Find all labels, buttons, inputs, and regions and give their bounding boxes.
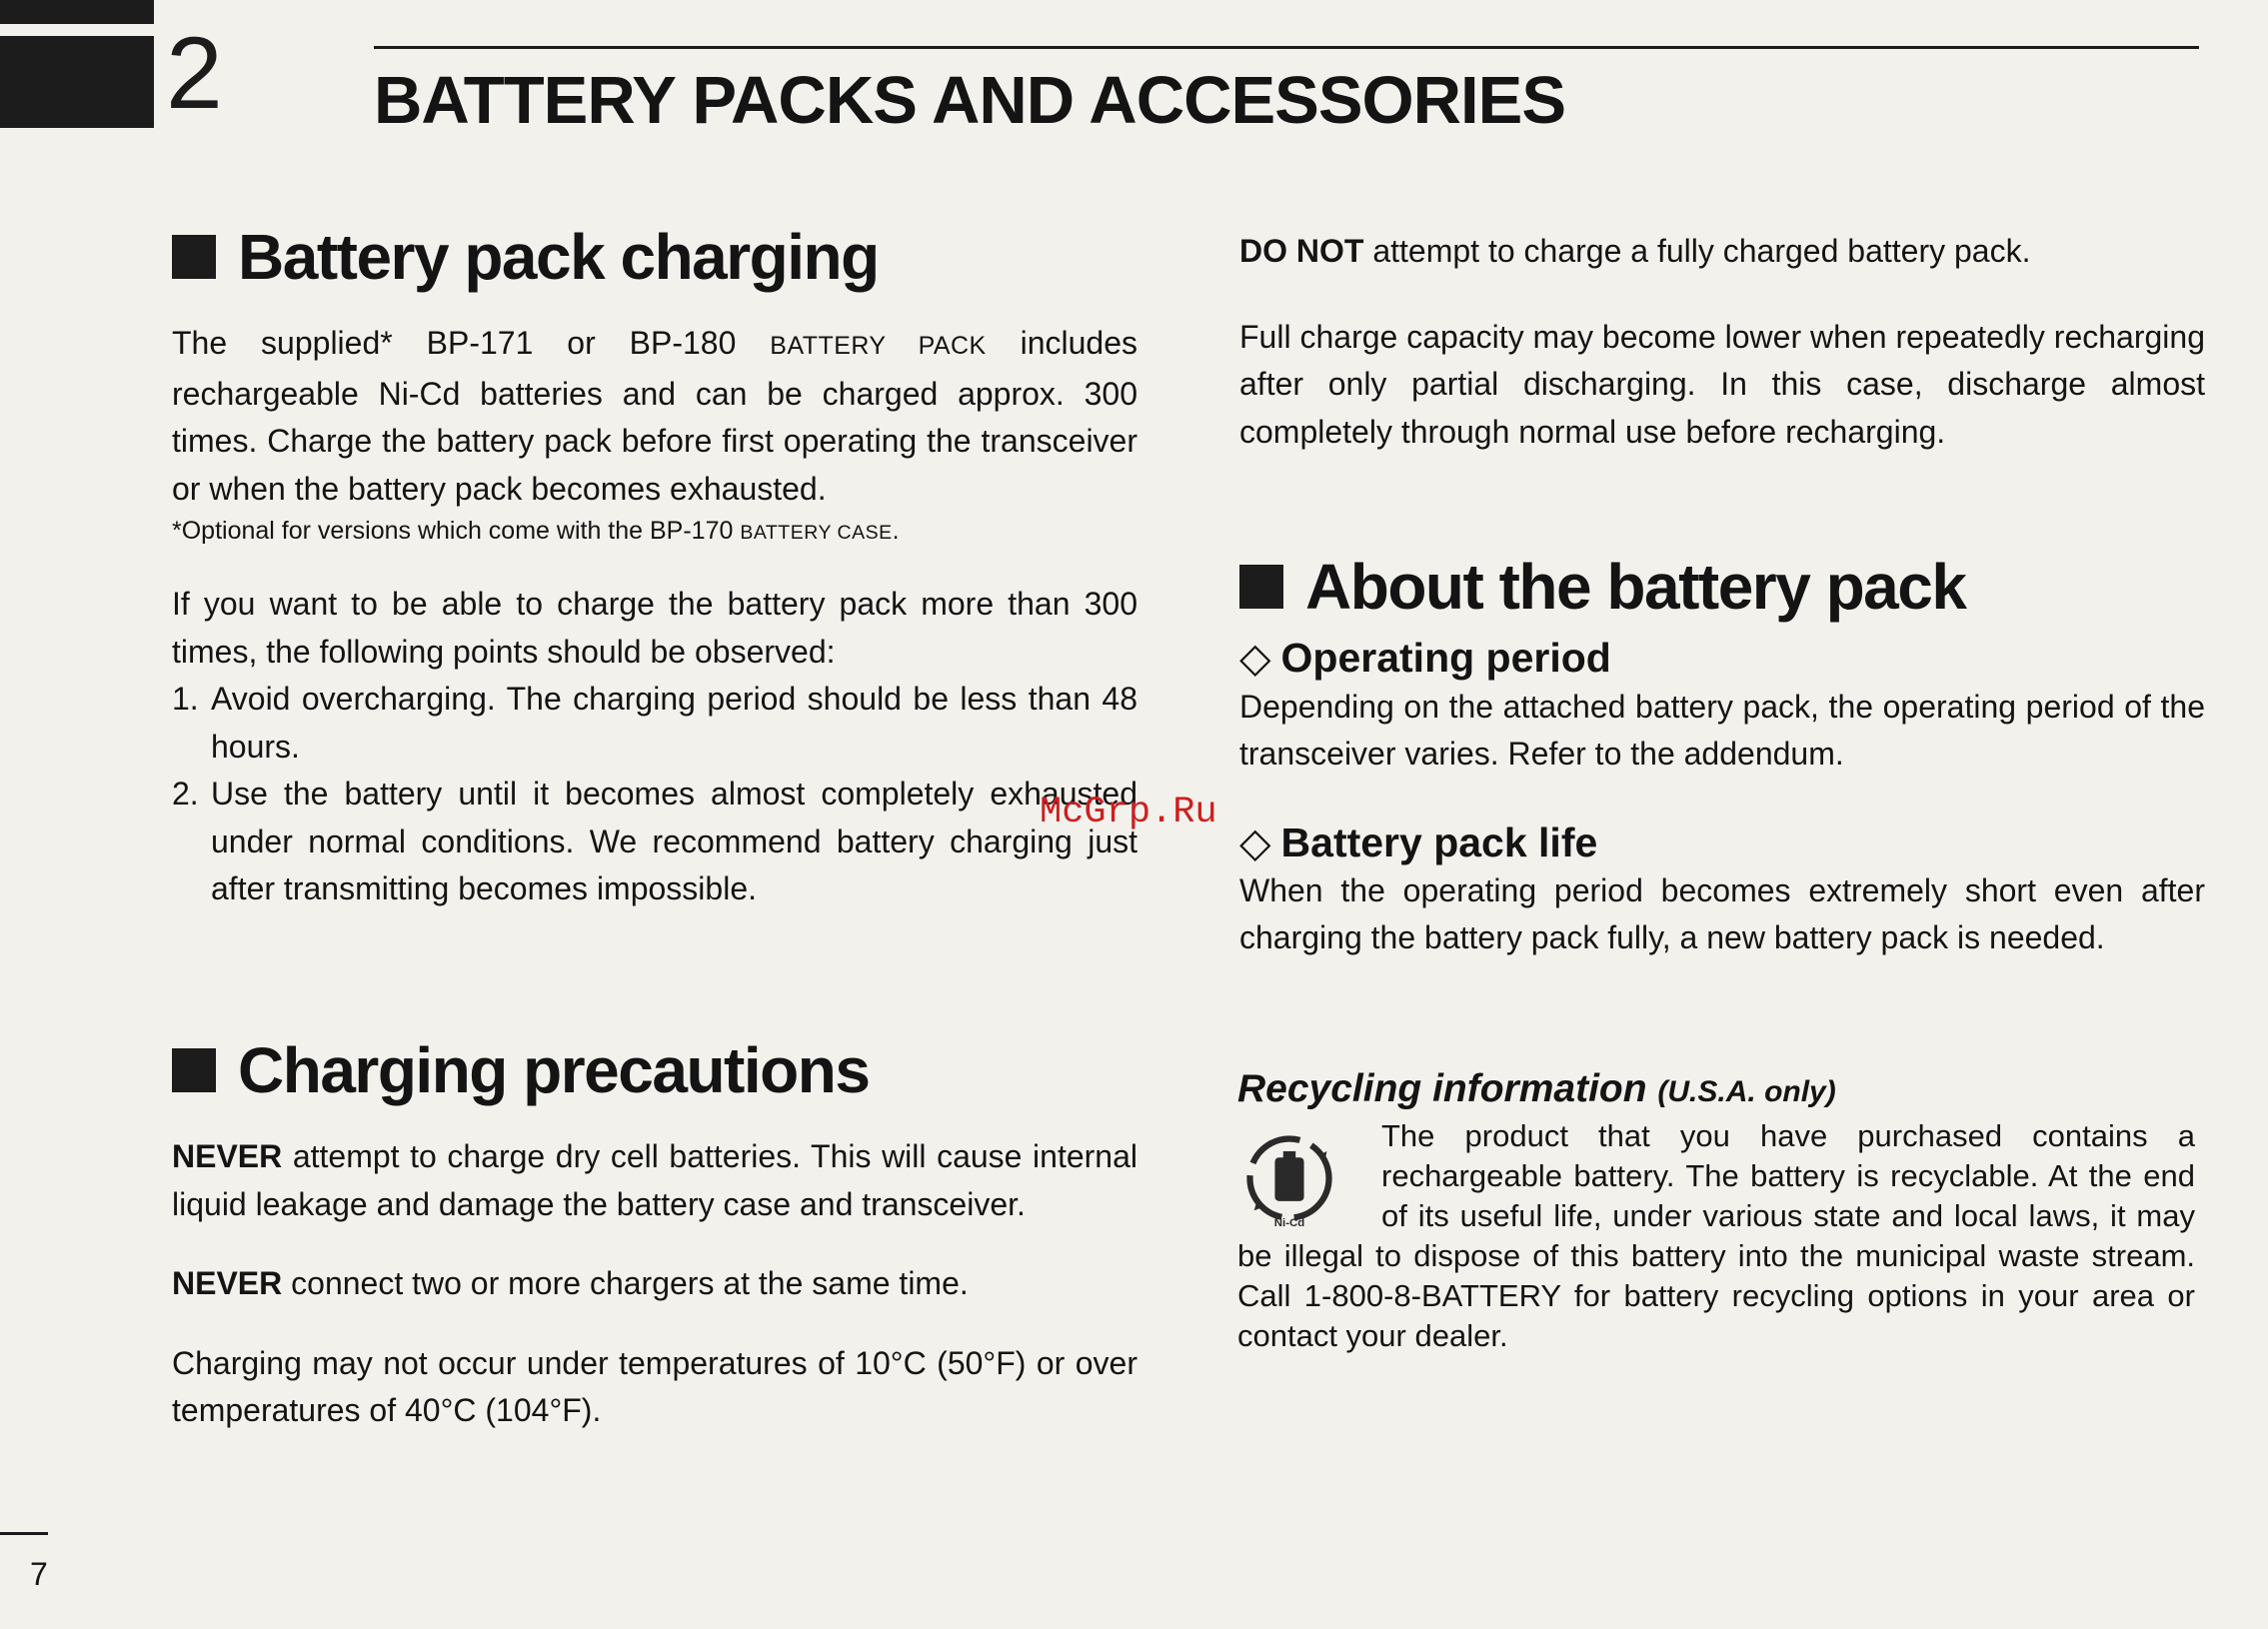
recycling-text-block: Ni-Cd The product that you have purchased contains a rechargeable battery. The battery is recyclable. At the end of its useful life, under various state and local laws, it may be illegal to dispose of this battery into the municipal waste stream. Call 1-800-8-BATTERY for battery recycling options in your area or contact your dealer. bbox=[1237, 1117, 2195, 1353]
square-bullet-icon bbox=[172, 1048, 216, 1092]
subheading-battery-pack-life: ◇ Battery pack life bbox=[1239, 818, 1598, 865]
list-item: 2. Use the battery until it becomes almost completely exhausted under normal conditions. We recommend battery charging just after transmitting becomes impossible. bbox=[172, 776, 1137, 907]
subheading-operating-period: ◇ Operating period bbox=[1239, 635, 1611, 682]
capacity-paragraph: Full charge capacity may become lower when repeatedly recharging after only partial discharging. In this case, discharge almost completely through normal use before recharging. bbox=[1239, 318, 2205, 450]
page-number: 7 bbox=[30, 1556, 48, 1592]
watermark-text: McGrp.Ru bbox=[1040, 792, 1217, 833]
chapter-tab-block bbox=[0, 0, 154, 24]
square-bullet-icon bbox=[172, 235, 216, 279]
nicd-label: Ni-Cd bbox=[1273, 1216, 1305, 1229]
section-heading-battery-pack-charging: Battery pack charging bbox=[172, 222, 1137, 292]
section-heading-charging-precautions: Charging precautions bbox=[172, 1035, 1137, 1105]
chapter-title: BATTERY PACKS AND ACCESSORIES bbox=[374, 63, 1566, 138]
diamond-icon: ◇ bbox=[1239, 635, 1271, 682]
footer-rule bbox=[0, 1532, 48, 1535]
section-heading-about-battery-pack: About the battery pack bbox=[1239, 552, 2205, 622]
diamond-icon: ◇ bbox=[1239, 818, 1271, 865]
operating-period-text: Depending on the attached battery pack, the operating period of the transceiver varies. Refer to the addendum. bbox=[1239, 688, 2205, 773]
battery-life-text: When the operating period becomes extremely short even after charging the battery pack fully, a new battery pack is needed. bbox=[1239, 871, 2205, 956]
chapter-number: 2 bbox=[166, 16, 223, 130]
charging-paragraph: The supplied* BP-171 or BP-180 BATTERY PACK includes rechargeable Ni-Cd batteries and can be charged approx. 300 times. Charge the battery pack before first operating the transceiver or when the battery pack becomes exhausted. bbox=[172, 325, 1138, 507]
charging-points-list bbox=[172, 676, 1137, 913]
chapter-tab-block bbox=[0, 36, 154, 128]
precaution-chargers: NEVER connect two or more chargers at the same time. bbox=[172, 1265, 969, 1302]
left-column-charging bbox=[172, 222, 1137, 913]
precaution-dry-cell: NEVER attempt to charge dry cell batteries. This will cause internal liquid leakage and damage the battery case and transceiver. bbox=[172, 1138, 1137, 1222]
about-battery-pack-section bbox=[1239, 552, 2205, 962]
recycling-title: Recycling information (U.S.A. only) bbox=[1237, 1067, 1836, 1110]
left-column-precautions bbox=[172, 1035, 1137, 1435]
header-rule bbox=[374, 46, 2199, 49]
do-not-paragraph: DO NOT attempt to charge a fully charged battery pack. bbox=[1239, 233, 2031, 269]
optional-footnote: *Optional for versions which come with the BP-170 BATTERY CASE. bbox=[172, 517, 900, 546]
right-column bbox=[1239, 228, 2205, 456]
list-item: 1. Avoid overcharging. The charging period should be less than 48 hours. bbox=[172, 681, 1137, 765]
square-bullet-icon bbox=[1239, 565, 1283, 609]
charging-observe-paragraph: If you want to be able to charge the battery pack more than 300 times, the following points should be observed: bbox=[172, 586, 1137, 670]
recycling-section bbox=[1237, 1065, 2195, 1356]
precaution-temperature: Charging may not occur under temperatures of 10°C (50°F) or over temperatures of 40°C (104°F). bbox=[172, 1344, 1137, 1429]
rbrc-nicd-recycle-icon bbox=[1237, 1126, 1341, 1230]
